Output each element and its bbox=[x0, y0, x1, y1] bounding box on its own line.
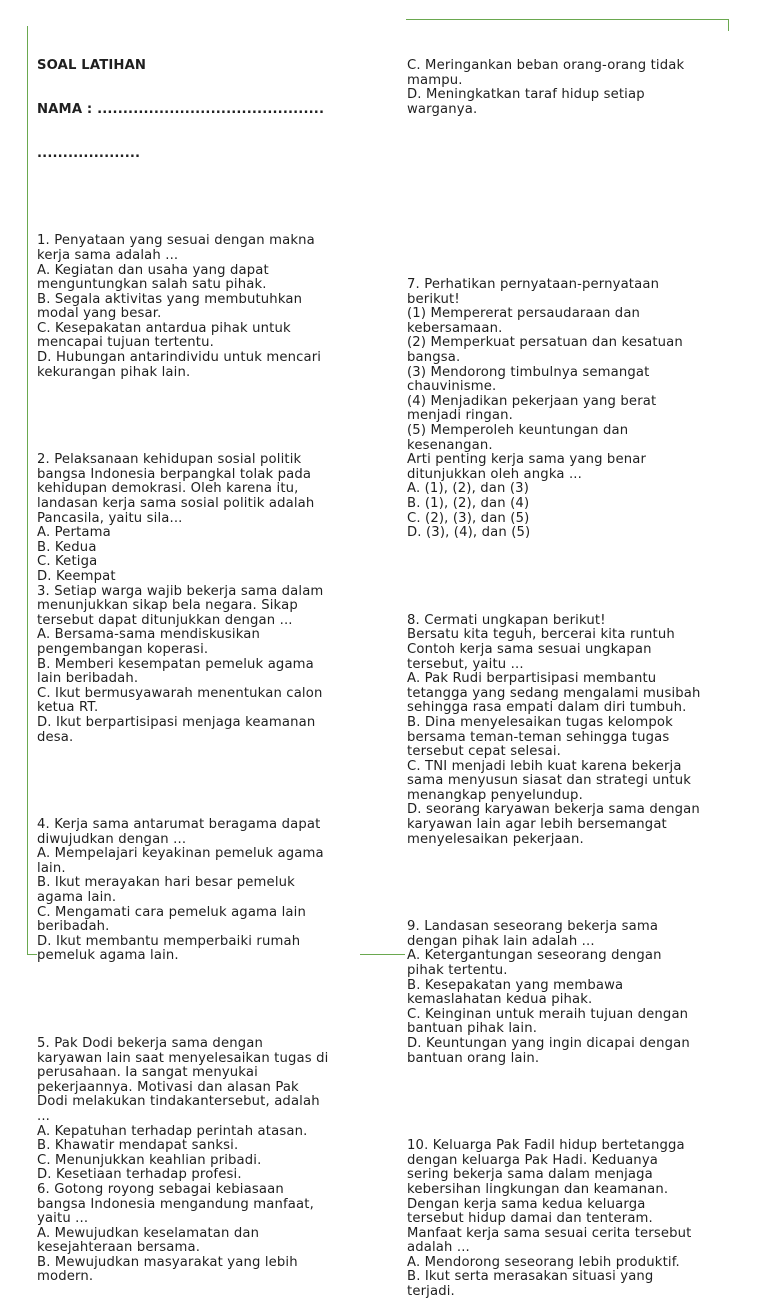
spacer bbox=[407, 876, 737, 891]
spacer bbox=[37, 993, 367, 1008]
name-field-continuation: .................... bbox=[37, 145, 141, 161]
name-field-line: NAMA : ............................................ bbox=[37, 101, 325, 117]
question-2-3: 2. Pelaksanaan kehidupan sosial politik bangsa Indonesia berpangkal tolak pada kehidupan demokrasi. Oleh karena itu, landasan kerja sama sosial politik adalah Pancasila, yaitu sila... A. Pertama B. Kedua C. Ketiga D. Keempat 3. Setiap warga wajib bekerja sama dalam menunjukkan sikap bela negara. Sikap tersebut dapat ditunjukkan dengan ... A. Bersama-sama mendiskusikan pengembangan koperasi. B. Memberi kesempatan pemeluk agama lain beribadah. C. Ikut bermusyawarah menentukan calon ketua RT. D. Ikut berpartisipasi menjaga keamanan desa. bbox=[37, 452, 324, 745]
frame-bottom-left-line bbox=[27, 954, 37, 955]
spacer bbox=[407, 570, 737, 585]
spacer bbox=[37, 774, 367, 789]
spacer bbox=[37, 191, 367, 206]
spacer bbox=[407, 191, 737, 206]
frame-left-line bbox=[27, 26, 28, 954]
spacer bbox=[407, 147, 737, 162]
spacer bbox=[407, 1095, 737, 1110]
question-7: 7. Perhatikan pernyataan-pernyataan berikut! (1) Mempererat persaudaraan dan kebersamaan. (2) Memperkuat persatuan dan kesatuan bangsa. (3) Mendorong timbulnya semangat chauvinisme. (4) Menjadikan pekerjaan yang berat menjadi ringan. (5) Memperoleh keuntungan dan kesenangan. Arti penting kerja sama yang benar ditunjukkan oleh angka ... A. (1), (2), dan (3) B. (1), (2), dan (4) C. (2), (3), dan (5) D. (3), (4), dan (5) bbox=[407, 277, 683, 541]
right-column bbox=[407, 30, 737, 1314]
worksheet-title: SOAL LATIHAN bbox=[37, 58, 147, 74]
question-9: 9. Landasan seseorang bekerja sama dengan pihak lain adalah ... A. Ketergantungan seseorang dengan pihak tertentu. B. Kesepakatan yang membawa kemaslahatan kedua pihak. C. Keinginan untuk meraih tujuan dengan bantuan pihak lain. D. Keuntungan yang ingin dicapai dengan bantuan orang lain. bbox=[407, 919, 690, 1066]
question-4: 4. Kerja sama antarumat beragama dapat diwujudkan dengan ... A. Mempelajari keyakinan pemeluk agama lain. B. Ikut merayakan hari besar pemeluk agama lain. C. Mengamati cara pemeluk agama lain beribadah. D. Ikut membantu memperbaiki rumah pemeluk agama lain. bbox=[37, 817, 324, 964]
question-6-continued: C. Meringankan beban orang-orang tidak mampu. D. Meningkatkan taraf hidup setiap warganya. bbox=[407, 58, 685, 117]
spacer bbox=[37, 409, 367, 424]
frame-top-line bbox=[406, 19, 729, 20]
spacer bbox=[407, 234, 737, 249]
left-column bbox=[37, 30, 367, 1300]
question-10: 10. Keluarga Pak Fadil hidup bertetangga dengan keluarga Pak Hadi. Keduanya sering bekerja sama dalam menjaga kebersihan lingkungan dan keamanan. Dengan kerja sama kedua keluarga tersebut hidup damai dan tenteram. Manfaat kerja sama sesuai cerita tersebut adalah ... A. Mendorong seseorang lebih produktif. B. Ikut serta merasakan situasi yang terjadi. bbox=[407, 1138, 692, 1300]
question-1: 1. Penyataan yang sesuai dengan makna kerja sama adalah ... A. Kegiatan dan usaha yang dapat menguntungkan salah satu pihak. B. Segala aktivitas yang membutuhkan modal yang besar. C. Kesepakatan antardua pihak untuk mencapai tujuan tertentu. D. Hubungan antarindividu untuk mencari kekurangan pihak lain. bbox=[37, 233, 322, 380]
question-5-6: 5. Pak Dodi bekerja sama dengan karyawan lain saat menyelesaikan tugas di perusahaan. Ia sangat menyukai pekerjaannya. Motivasi dan alasan Pak Dodi melakukan tindakantersebut, adalah ... A. Kepatuhan terhadap perintah atasan. B. Khawatir mendapat sanksi. C. Menunjukkan keahlian pribadi. D. Kesetiaan terhadap profesi. 6. Gotong royong sebagai kebiasaan bangsa Indonesia mengandung manfaat, yaitu ... A. Mewujudkan keselamatan dan kesejahteraan bersama. B. Mewujudkan masyarakat yang lebih modern. bbox=[37, 1035, 329, 1285]
question-8: 8. Cermati ungkapan berikut! Bersatu kita teguh, bercerai kita runtuh Contoh kerja sama sesuai ungkapan tersebut, yaitu ... A. Pak Rudi berpartisipasi membantu tetangga yang sedang mengalami musibah sehingga rasa empati dalam diri tumbuh. B. Dina menyelesaikan tugas kelompok bersama teman-teman sehingga tugas tersebut cepat selesai. C. TNI menjadi lebih kuat karena bekerja sama menyusun siasat dan strategi untuk menangkap penyelundup. D. seorang karyawan bekerja sama dengan karyawan lain agar lebih bersemangat menyelesaikan pekerjaan. bbox=[407, 612, 701, 847]
